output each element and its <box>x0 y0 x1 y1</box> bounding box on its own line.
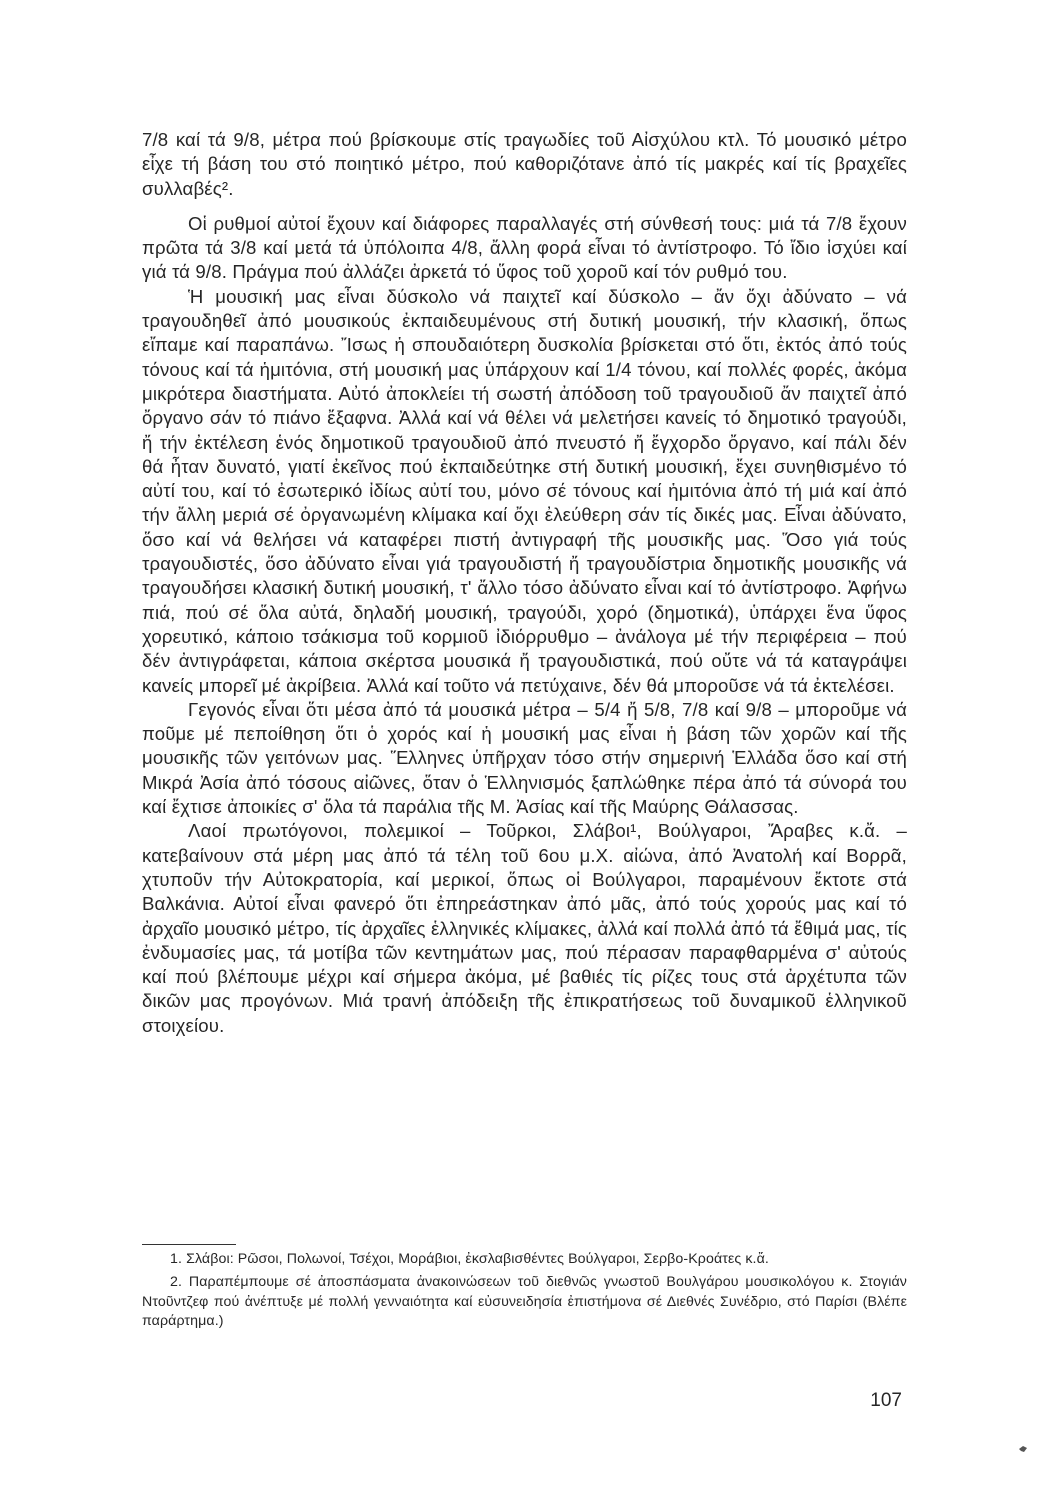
page-number: 107 <box>870 1390 902 1411</box>
paragraph-5: Λαοί πρωτόγονοι, πολεμικοί – Τοῦρκοι, Σλάβοι¹, Βούλγαροι, Ἄραβες κ.ἄ. – κατεβαίνουν στά μέρη μας ἀπό τά τέλη τοῦ 6ου μ.Χ. αἰώνα, ἀπό Ἀνατολή καί Βορρᾶ, χτυποῦν τήν Αὐτοκρατορία, καί μερικοί, ὅπως οἱ Βούλγαροι, παραμένουν ἔκτοτε στά Βαλκάνια. Αὐτοί εἶναι φανερό ὅτι ἐπηρεάστηκαν ἀπό μᾶς, ἀπό τούς χορούς μας καί τό ἀρχαῖο μουσικό μέτρο, τίς ἀρχαῖες ἑλληνικές κλίμακες, ἀλλά καί πολλά ἀπό τά ἔθιμά μας, τίς ἐνδυμασίες μας, τά μοτίβα τῶν κεντημάτων μας, πού πέρασαν παραφθαρμένα σ' αὐτούς καί πού βλέπουμε μέχρι καί σήμερα ἀκόμα, μέ βαθιές τίς ρίζες τους στά ἀρχέτυπα τῶν δικῶν μας προγόνων. Μιά τρανή ἀπόδειξη τῆς ἐπικρατήσεως τοῦ δυναμικοῦ ἑλληνικοῦ στοιχείου. <box>142 820 907 1036</box>
paragraph-3: Ἡ μουσική μας εἶναι δύσκολο νά παιχτεῖ καί δύσκολο – ἄν ὄχι ἀδύνατο – νά τραγουδηθεῖ ἀπό μουσικούς ἐκπαιδευμένους στή δυτική μουσική, τήν κλασική, ὅπως εἴπαμε καί παραπάνω. Ἴσως ἡ σπουδαιότερη δυσκολία βρίσκεται στό ὅτι, ἐκτός ἀπό τούς τόνους καί τά ἡμιτόνια, στή μουσική μας ὑπάρχουν καί 1/4 τόνου, καί πολλές φορές, ἀκόμα μικρότερα διαστήματα. Αὐτό ἀποκλείει τή σωστή ἀπόδοση τοῦ τραγουδιοῦ ἄν παιχτεῖ ἀπό ὄργανο σάν τό πιάνο ἔξαφνα. Ἀλλά καί νά θέλει νά μελετήσει κανείς τό δημοτικό τραγούδι, ἤ τήν ἐκτέλεση ἑνός δημοτικοῦ τραγουδιοῦ ἀπό πνευστό ἤ ἔγχορδο ὄργανο, καί πάλι δέν θά ἦταν δυνατό, γιατί ἐκεῖνος πού ἐκπαιδεύτηκε στή δυτική μουσική, ἔχει συνηθισμένο τό αὐτί του, καί τό ἐσωτερικό ἰδίως αὐτί του, μόνο σέ τόνους καί ἡμιτόνια ἀπό τή μιά καί ἀπό τήν ἄλλη μεριά σέ ὀργανωμένη κλίμακα καί ὄχι ἐλεύθερη σάν τίς δικές μας. Εἶναι ἀδύνατο, ὅσο καί νά θελήσει νά καταφέρει πιστή ἀντιγραφή τῆς μουσικῆς μας. Ὅσο γιά τούς τραγουδιστές, ὅσο ἀδύνατο εἶναι γιά τραγουδιστή ἤ τραγουδίστρια δημοτικῆς μουσικῆς νά τραγουδήσει κλασική δυτική μουσική, τ' ἄλλο τόσο ἀδύνατο εἶναι καί τό ἀντίστροφο. Ἀφήνω πιά, πού σέ ὅλα αὐτά, δηλαδή μουσική, τραγούδι, χορό (δημοτικά), ὑπάρχει ἕνα ὕφος χορευτικό, κάποιο τσάκισμα τοῦ κορμιοῦ ἰδιόρρυθμο – ἀνάλογα μέ τήν περιφέρεια – πού δέν ἀντιγράφεται, κάποια σκέρτσα μουσικά ἤ τραγουδιστικά, πού οὔτε νά τά καταγράψει κανείς μπορεῖ μέ ἀκρίβεια. Ἀλλά καί τοῦτο νά πετύχαινε, δέν θά μποροῦσε νά τά ἐκτελέσει. <box>142 285 907 696</box>
footnote-separator <box>142 1244 236 1245</box>
paragraph-2: Οἱ ρυθμοί αὐτοί ἔχουν καί διάφορες παραλλαγές στή σύνθεσή τους: μιά τά 7/8 ἔχουν πρῶτα τά 3/8 καί μετά τά ὑπόλοιπα 4/8, ἄλλη φορά εἶναι τό ἀντίστροφο. Τό ἴδιο ἰσχύει καί γιά τά 9/8. Πράγμα πού ἀλλάζει ἀρκετά τό ὕφος τοῦ χοροῦ καί τόν ρυθμό του. <box>142 212 907 283</box>
footnotes <box>142 1250 907 1336</box>
ink-speck-icon <box>1018 1445 1028 1453</box>
footnote-1: 1. Σλάβοι: Ρῶσοι, Πολωνοί, Τσέχοι, Μοράβιοι, ἐκσλαβισθέντες Βούλγαροι, Σερβο-Κροάτες κ.ἄ. <box>170 1251 769 1267</box>
footnote-2: 2. Παραπέμπουμε σέ ἀποσπάσματα ἀνακοινώσεων τοῦ διεθνῶς γνωστοῦ Βουλγάρου μουσικολόγου κ. Στογιάν Ντοῦντζεφ πού ἀνέπτυξε μέ πολλή γενναιότητα καί εὐσυνειδησία ἐπιστήμονα σέ Διεθνές Συνέδριο, στό Παρίσι (Βλέπε παράρτημα.) <box>142 1274 907 1330</box>
body-text <box>142 128 907 1038</box>
paragraph-4: Γεγονός εἶναι ὅτι μέσα ἀπό τά μουσικά μέτρα – 5/4 ἤ 5/8, 7/8 καί 9/8 – μποροῦμε νά ποῦμε μέ πεποίθηση ὅτι ὁ χορός καί ἡ μουσική μας εἶναι ἡ βάση τῶν χορῶν καί τῆς μουσικῆς τῶν γειτόνων μας. Ἕλληνες ὑπῆρχαν τόσο στήν σημερινή Ἑλλάδα ὅσο καί στή Μικρά Ἀσία ἀπό τόσους αἰῶνες, ὅταν ὁ Ἑλληνισμός ξαπλώθηκε πέρα ἀπό τά σύνορά του καί ἔχτισε ἀποικίες σ' ὅλα τά παράλια τῆς Μ. Ἀσίας καί τῆς Μαύρης Θάλασσας. <box>142 698 907 818</box>
paragraph-1: 7/8 καί τά 9/8, μέτρα πού βρίσκουμε στίς τραγωδίες τοῦ Αἰσχύλου κτλ. Τό μουσικό μέτρο εἶχε τή βάση του στό ποιητικό μέτρο, πού καθοριζότανε ἀπό τίς μακρές καί τίς βραχεῖες συλλαβές². <box>142 129 907 199</box>
